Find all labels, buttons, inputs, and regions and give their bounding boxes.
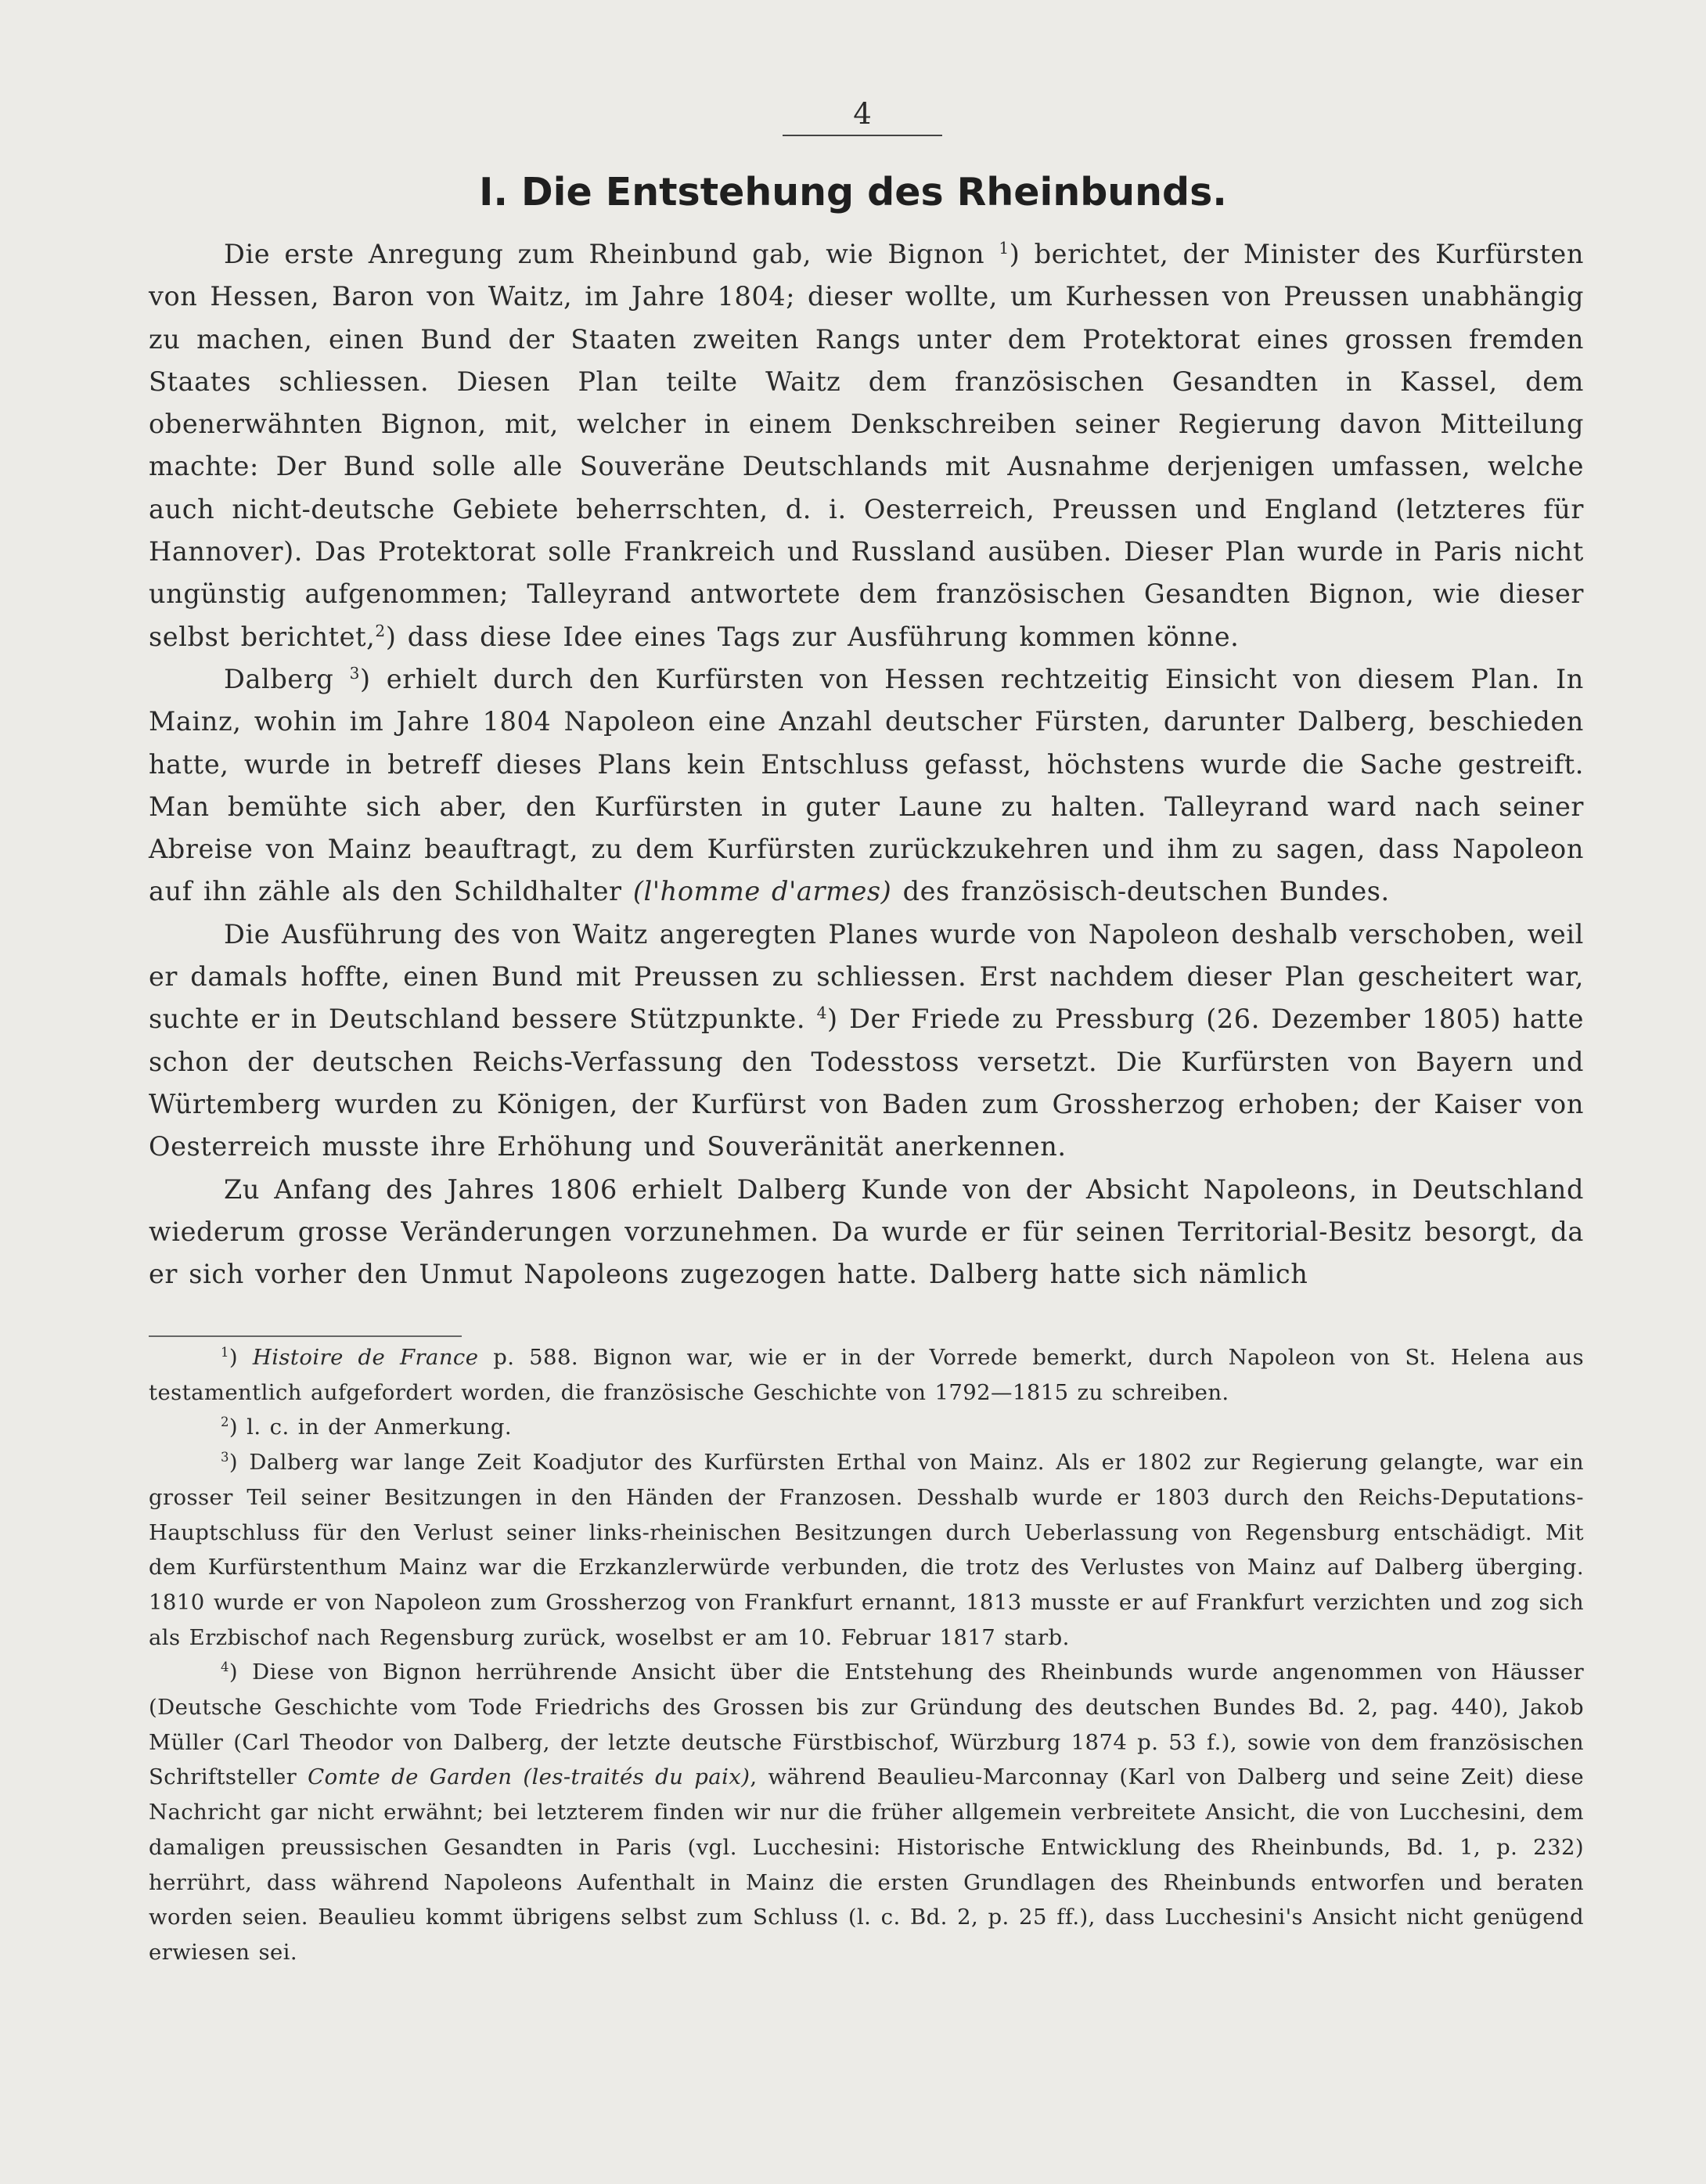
footnote-ref: 3	[221, 1449, 229, 1465]
footnote-ref: 4	[816, 1004, 827, 1023]
footnotes	[149, 1340, 1584, 1970]
footnote: $^2$) l. c. in der Anmerkung.	[221, 1415, 513, 1440]
paragraph: Dalberg $^3$) erhielt durch den Kurfürsten von Hessen rechtzeitig Einsicht von diesem Plan. In Mainz, wohin im Jahre 1804 Napoleon eine Anzahl deutscher Fürsten, darunter Dalberg, beschieden hatte, wurde in betreff dieses Plans kein Entschluss gefasst, höchstens wurde die Sache gestreift. Man bemühte sich aber, den Kurfürsten in guter Laune zu halten. Talleyrand ward nach seiner Abreise von Mainz beauftragt, zu dem Kurfürsten zurückzukehren und ihm zu sagen, dass Napoleon auf ihn zähle als den Schildhalter (l'homme d'armes) des französisch-deutschen Bundes.	[149, 663, 1584, 907]
footnote-ref: 3	[349, 663, 360, 683]
chapter-title: I. Die Entstehung des Rheinbunds.	[479, 170, 1227, 214]
italic-text: Comte de Garden (les-traités du paix)	[308, 1764, 750, 1790]
main-text	[149, 233, 1584, 1296]
page-number: 4	[783, 96, 942, 136]
paragraph: Die Ausführung des von Waitz angeregten Planes wurde von Napoleon deshalb verschoben, weil er damals hoffte, einen Bund mit Preussen zu schliessen. Erst nachdem dieser Plan gescheitert war, suchte er in Deutschland bessere Stützpunkte. $^4$) Der Friede zu Pressburg (26. Dezember 1805) hatte schon der deutschen Reichs-Verfassung den Todesstoss versetzt. Die Kurfürsten von Bayern und Würtemberg wurden zu Königen, der Kurfürst von Baden zum Grossherzog erhoben; der Kaiser von Oesterreich musste ihre Erhöhung und Souveränität anerkennen.	[149, 918, 1584, 1162]
footnote-ref: 1	[999, 238, 1010, 258]
footnote-ref: 1	[221, 1344, 229, 1360]
footnote-divider	[149, 1335, 462, 1337]
italic-text: (l'homme d'armes)	[632, 876, 892, 907]
footnote-ref: 2	[375, 621, 386, 640]
footnote-ref: 2	[221, 1415, 229, 1430]
footnote: $^4$) Diese von Bignon herrührende Ansicht über die Entstehung des Rheinbunds wurde angenommen von Häusser (Deutsche Geschichte vom Tode Friedrichs des Grossen bis zur Gründung des deutschen Bundes Bd. 2, pag. 440), Jakob Müller (Carl Theodor von Dalberg, der letzte deutsche Fürstbischof, Würzburg 1874 p. 53 f.), sowie von dem französischen Schriftsteller Comte de Garden (les-traités du paix), während Beaulieu-Marconnay (Karl von Dalberg und seine Zeit) diese Nachricht gar nicht erwähnt; bei letzterem finden wir nur die früher allgemein verbreitete Ansicht, die von Lucchesini, dem damaligen preussischen Gesandten in Paris (vgl. Lucchesini: Historische Entwicklung des Rheinbunds, Bd. 1, p. 232) herrührt, dass während Napoleons Aufenthalt in Mainz die ersten Grundlagen des Rheinbunds entworfen und beraten worden seien. Beaulieu kommt übrigens selbst zum Schluss (l. c. Bd. 2, p. 25 ff.), dass Lucchesini's Ansicht nicht genügend erwiesen sei.	[149, 1660, 1585, 1965]
paragraph: Zu Anfang des Jahres 1806 erhielt Dalberg Kunde von der Absicht Napoleons, in Deutschland wiederum grosse Veränderungen vorzunehmen. Da wurde er für seinen Territorial-Besitz besorgt, da er sich vorher den Unmut Napoleons zugezogen hatte. Dalberg hatte sich nämlich	[149, 1173, 1584, 1290]
footnote: $^1$) Histoire de France p. 588. Bignon war, wie er in der Vorrede bemerkt, durch Napoleon von St. Helena aus testamentlich aufgefordert worden, die französische Geschichte von 1792—1815 zu schreiben.	[149, 1344, 1584, 1405]
footnote: $^3$) Dalberg war lange Zeit Koadjutor des Kurfürsten Erthal von Mainz. Als er 1802 zur Regierung gelangte, war ein grosser Teil seiner Besitzungen in den Händen der Franzosen. Desshalb wurde er 1803 durch den Reichs-Deputations-Hauptschluss für den Verlust seiner links-rheinischen Besitzungen durch Ueberlassung von Regensburg entschädigt. Mit dem Kurfürstenthum Mainz war die Erzkanzlerwürde verbunden, die trotz des Verlustes von Mainz auf Dalberg überging. 1810 wurde er von Napoleon zum Grossherzog von Frankfurt ernannt, 1813 musste er auf Frankfurt verzichten und zog sich als Erzbischof nach Regensburg zurück, woselbst er am 10. Februar 1817 starb.	[149, 1449, 1584, 1650]
italic-text: Histoire de France	[252, 1345, 479, 1370]
footnote-ref: 4	[221, 1660, 229, 1675]
paragraph: Die erste Anregung zum Rheinbund gab, wie Bignon $^1$) berichtet, der Minister des Kurfürsten von Hessen, Baron von Waitz, im Jahre 1804; dieser wollte, um Kurhessen von Preussen unabhängig zu machen, einen Bund der Staaten zweiten Rangs unter dem Protektorat eines grossen fremden Staates schliessen. Diesen Plan teilte Waitz dem französischen Gesandten in Kassel, dem obenerwähnten Bignon, mit, welcher in einem Denkschreiben seiner Regierung davon Mitteilung machte: Der Bund solle alle Souveräne Deutschlands mit Ausnahme derjenigen umfassen, welche auch nicht-deutsche Gebiete beherrschten, d. i. Oesterreich, Preussen und England (letzteres für Hannover). Das Protektorat solle Frankreich und Russland ausüben. Dieser Plan wurde in Paris nicht ungünstig aufgenommen; Talleyrand antwortete dem französischen Gesandten Bignon, wie dieser selbst berichtet,$^2$) dass diese Idee eines Tags zur Ausführung kommen könne.	[149, 238, 1585, 652]
